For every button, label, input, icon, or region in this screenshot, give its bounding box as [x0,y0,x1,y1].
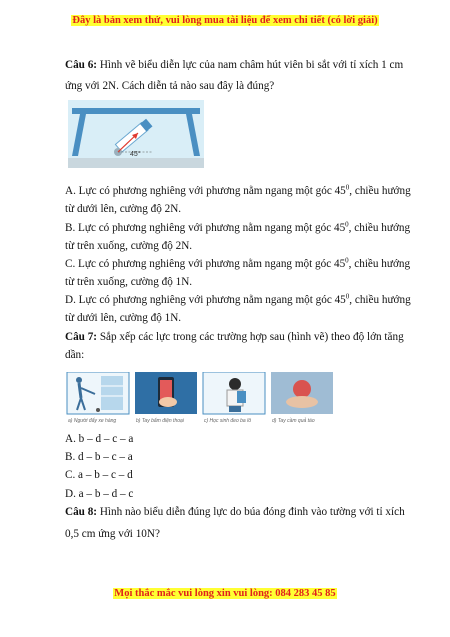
angle-label: 45° [130,151,141,158]
contact-banner: Mọi thắc mắc vui lòng xin vui lòng: 084 283 45 85 [114,588,336,599]
question-6-line-2: ứng với 2N. Cách diễn tả nào sau đây là đúng? [65,80,275,92]
question-6-option-a-line-2: từ dưới lên, cường độ 2N. [65,203,182,215]
question-6-line-1: Câu 6: Hình vẽ biểu diễn lực của nam châm hút viên bi sắt với tỉ xích 1 cm [65,59,404,71]
caption-b: b) Tay bấm điện thoại [136,418,184,424]
question-6-option-c-line-1: C. Lực có phương nghiêng với phương nằm ngang một góc $45^0$, chiều hướng [65,256,411,270]
question-7-option-a: A. b – d – c – a [65,433,134,445]
question-7-option-b: B. d – b – c – a [65,451,133,463]
caption-c: c) Học sinh đeo ba lô [204,418,251,424]
question-8-line-1: Câu 8: Hình nào biểu diễn đúng lực do búa đóng đinh vào tường với tỉ xích [65,506,405,518]
apple-hand-illustration [271,372,333,414]
question-7-label: Câu 7: [65,331,98,343]
backpack-student-illustration [203,372,265,414]
force-cases-figure [65,372,333,424]
magnet-ball-figure [68,100,204,168]
question-6-label: Câu 6: [65,59,98,71]
caption-a: a) Người đẩy xe hàng [68,418,117,424]
question-6-option-b-line-1: B. Lực có phương nghiêng với phương nằm ngang một góc $45^0$, chiều hướng [65,220,411,234]
question-6-option-b-line-2: từ trên xuống, cường độ 2N. [65,240,193,252]
question-7-line-2: dần: [65,349,85,361]
question-7-option-d: D. a – b – d – c [65,488,134,500]
question-8-label: Câu 8: [65,506,98,518]
question-6-option-c-line-2: từ trên xuống, cường độ 1N. [65,276,193,288]
caption-d: d) Tay cầm quả táo [272,418,315,424]
question-7-option-c: C. a – b – c – d [65,469,133,481]
question-6-option-d-line-1: D. Lực có phương nghiêng với phương nằm ngang một góc $45^0$, chiều hướng [65,292,411,306]
cart-push-illustration [67,372,129,414]
preview-notice-banner: Đây là bản xem thử, vui lòng mua tài liệu để xem chi tiết (có lời giải) [72,15,378,26]
question-6-option-d-line-2: từ dưới lên, cường độ 1N. [65,312,182,324]
question-8-line-2: 0,5 cm ứng với 10N? [65,528,160,540]
question-6-option-a-line-1: A. Lực có phương nghiêng với phương nằm ngang một góc $45^0$, chiều hướng [65,183,411,197]
question-7-line-1: Câu 7: Sắp xếp các lực trong các trường hợp sau (hình vẽ) theo độ lớn tăng [65,331,404,343]
phone-tap-illustration [135,372,197,414]
